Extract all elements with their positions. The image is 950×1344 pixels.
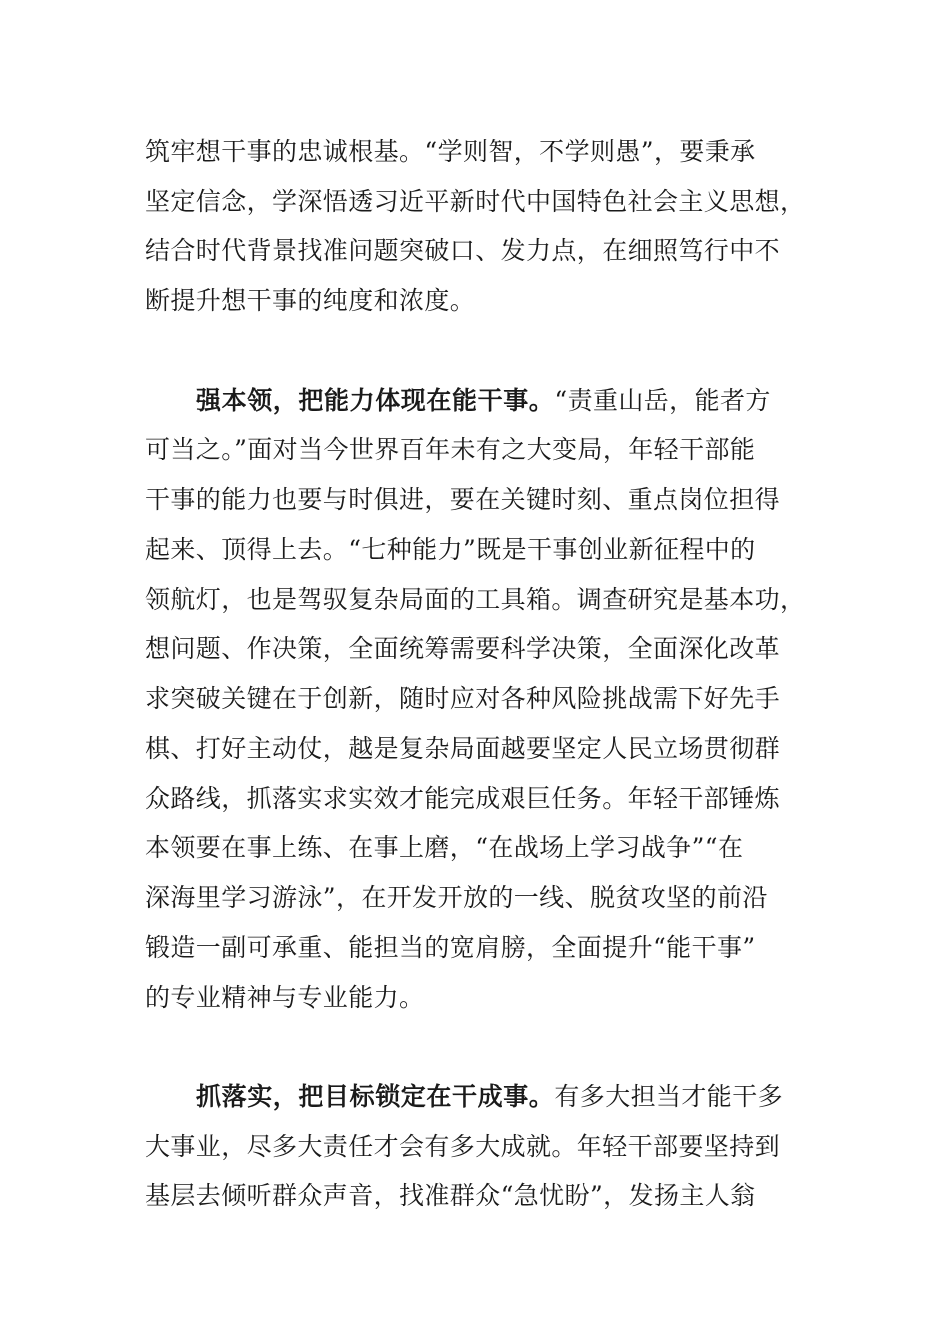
text-line: 众路线，抓落实求实效才能完成艰巨任务。年轻干部锤炼 xyxy=(145,784,781,813)
text-line: 本领要在事上练、在事上磨，“在战场上学习战争”“在 xyxy=(145,833,744,862)
text-line: 大事业，尽多大责任才会有多大成就。年轻干部要坚持到 xyxy=(145,1132,781,1161)
text-line: 棋、打好主动仗，越是复杂局面越要坚定人民立场贯彻群 xyxy=(145,734,781,763)
text-line: 干事的能力也要与时俱进，要在关键时刻、重点岗位担得 xyxy=(145,485,781,514)
text-run: “责重山岳，能者方 xyxy=(554,386,771,415)
text-line: 想问题、作决策，全面统筹需要科学决策，全面深化改革 xyxy=(145,634,781,663)
text-line: 可当之。”面对当今世界百年未有之大变局，年轻干部能 xyxy=(145,435,756,464)
paragraph-first-line xyxy=(196,1082,783,1112)
text-line: 起来、顶得上去。“七种能力”既是干事创业新征程中的 xyxy=(145,535,756,564)
text-line: 断提升想干事的纯度和浓度。 xyxy=(145,286,476,315)
paragraph-heading: 抓落实，把目标锁定在干成事。 xyxy=(196,1082,555,1111)
text-line: 领航灯，也是驾驭复杂局面的工具箱。调查研究是基本功， xyxy=(145,585,806,614)
paragraph-heading: 强本领，把能力体现在能干事。 xyxy=(196,386,555,415)
text-line: 的专业精神与专业能力。 xyxy=(145,983,425,1012)
text-line: 筑牢想干事的忠诚根基。“学则智，不学则愚”，要秉承 xyxy=(145,137,756,166)
text-line: 结合时代背景找准问题突破口、发力点，在细照笃行中不 xyxy=(145,236,781,265)
text-line: 锻造一副可承重、能担当的宽肩膀，全面提升“能干事” xyxy=(145,933,756,962)
text-line: 基层去倾听群众声音，找准群众“急忧盼”，发扬主人翁 xyxy=(145,1181,756,1210)
text-line: 坚定信念，学深悟透习近平新时代中国特色社会主义思想， xyxy=(145,187,806,216)
text-line: 深海里学习游泳”，在开发开放的一线、脱贫攻坚的前沿 xyxy=(145,883,768,912)
paragraph-first-line xyxy=(196,386,771,416)
text-run: 有多大担当才能干多 xyxy=(554,1082,784,1111)
text-line: 求突破关键在于创新，随时应对各种风险挑战需下好先手 xyxy=(145,684,781,713)
